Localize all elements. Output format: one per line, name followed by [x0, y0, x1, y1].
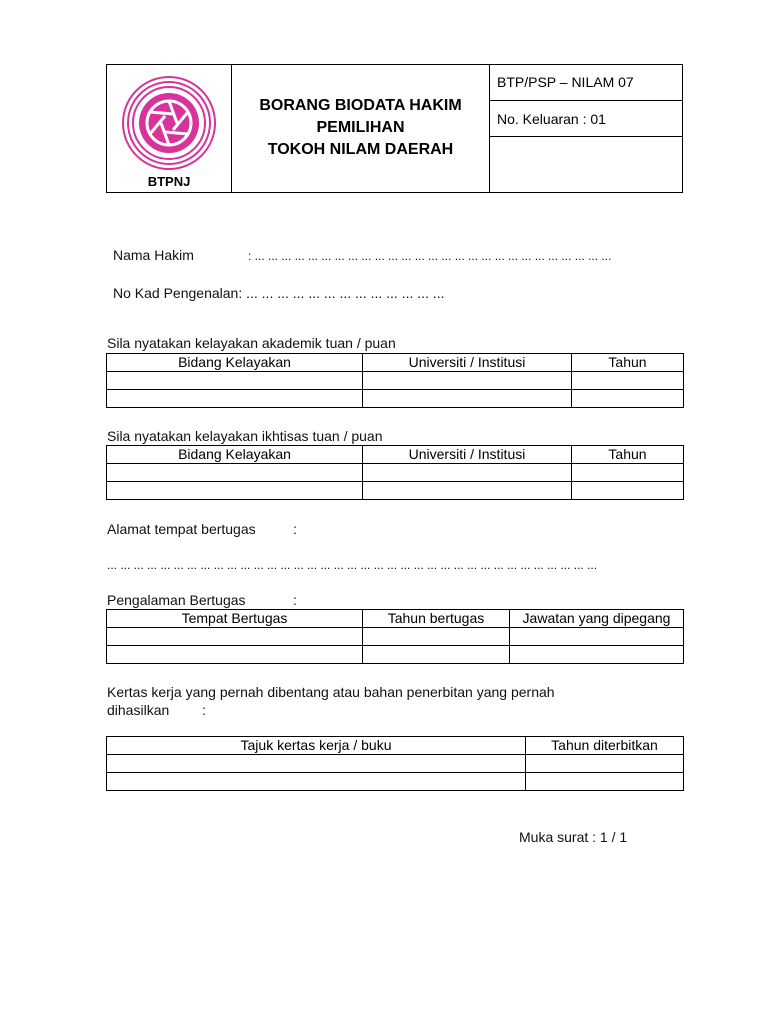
table-cell[interactable]: [107, 372, 363, 390]
pengalaman-table: [106, 609, 684, 664]
no-kad-field[interactable]: No Kad Pengenalan: ... ... ... ... ... ... ... ... ... ... ... ... ...: [113, 285, 445, 301]
table-cell[interactable]: [526, 755, 684, 773]
column-header: Tempat Bertugas: [107, 610, 363, 628]
table-cell[interactable]: [107, 464, 363, 482]
form-header: [106, 64, 683, 193]
form-title-line-3: TOKOH NILAM DAERAH: [267, 141, 454, 158]
table-cell[interactable]: [363, 464, 572, 482]
table-cell[interactable]: [572, 464, 684, 482]
table-row: [107, 773, 684, 791]
table-cell[interactable]: [107, 390, 363, 408]
table-row: [107, 372, 684, 390]
alamat-colon: :: [293, 521, 297, 537]
kertas-heading-line-2: dihasilkan: [107, 702, 170, 718]
table-cell[interactable]: [107, 755, 526, 773]
column-header: Tahun: [572, 354, 684, 372]
table-cell[interactable]: [363, 390, 572, 408]
kertas-heading-line-1: Kertas kerja yang pernah dibentang atau bahan penerbitan yang pernah: [107, 684, 555, 700]
table-row: [107, 482, 684, 500]
blank-meta-cell: [490, 137, 682, 192]
kertas-table: [106, 736, 684, 791]
table-row: [107, 464, 684, 482]
pengalaman-label: Pengalaman Bertugas: [107, 592, 246, 608]
akademik-heading: Sila nyatakan kelayakan akademik tuan / puan: [107, 335, 396, 351]
column-header: Jawatan yang dipegang: [510, 610, 684, 628]
table-cell[interactable]: [363, 482, 572, 500]
table-cell[interactable]: [363, 646, 510, 664]
table-cell[interactable]: [510, 628, 684, 646]
column-header: Universiti / Institusi: [363, 446, 572, 464]
table-cell[interactable]: [363, 372, 572, 390]
table-cell[interactable]: [107, 646, 363, 664]
table-row: [107, 628, 684, 646]
table-cell[interactable]: [107, 628, 363, 646]
form-title-line-2: PEMILIHAN: [316, 119, 405, 136]
page-number: Muka surat : 1 / 1: [519, 829, 628, 845]
nama-hakim-label: Nama Hakim: [113, 247, 194, 263]
table-row: [107, 755, 684, 773]
akademik-table: [106, 353, 684, 408]
logo-text: BTPNJ: [147, 174, 191, 189]
issue-number: No. Keluaran : 01: [490, 101, 682, 137]
alamat-field[interactable]: ... ... ... ... ... ... ... ... ... ... ... ... ... ... ... ... ... ... ... ... ... ... ... ... ... ... ... ... ... ... ... ... ... ... ... ... ...: [107, 558, 598, 572]
table-header-row: [107, 610, 684, 628]
table-cell[interactable]: [572, 372, 684, 390]
column-header: Universiti / Institusi: [363, 354, 572, 372]
table-header-row: [107, 354, 684, 372]
table-cell[interactable]: [107, 773, 526, 791]
column-header: Tahun bertugas: [363, 610, 510, 628]
title-cell: [232, 65, 490, 192]
table-cell[interactable]: [526, 773, 684, 791]
table-cell[interactable]: [107, 482, 363, 500]
column-header: Bidang Kelayakan: [107, 354, 363, 372]
table-cell[interactable]: [363, 628, 510, 646]
logo-cell: [107, 65, 232, 192]
table-row: [107, 646, 684, 664]
table-cell[interactable]: [572, 482, 684, 500]
column-header: Bidang Kelayakan: [107, 446, 363, 464]
column-header: Tajuk kertas kerja / buku: [107, 737, 526, 755]
table-header-row: [107, 446, 684, 464]
table-cell[interactable]: [510, 646, 684, 664]
alamat-label: Alamat tempat bertugas: [107, 521, 256, 537]
ikhtisas-heading: Sila nyatakan kelayakan ikhtisas tuan / puan: [107, 428, 383, 444]
form-code: BTP/PSP – NILAM 07: [490, 65, 682, 101]
kertas-heading-colon: :: [202, 702, 206, 718]
pengalaman-colon: :: [293, 592, 297, 608]
table-cell[interactable]: [572, 390, 684, 408]
btpnj-logo-icon: [121, 75, 217, 171]
table-row: [107, 390, 684, 408]
column-header: Tahun diterbitkan: [526, 737, 684, 755]
nama-hakim-field[interactable]: : ... ... ... ... ... ... ... ... ... ... ... ... ... ... ... ... ... ... ... ... ... ... ... ... ... ... ...: [248, 249, 612, 263]
table-header-row: [107, 737, 684, 755]
column-header: Tahun: [572, 446, 684, 464]
form-title-line-1: BORANG BIODATA HAKIM: [259, 97, 462, 114]
ikhtisas-table: [106, 445, 684, 500]
